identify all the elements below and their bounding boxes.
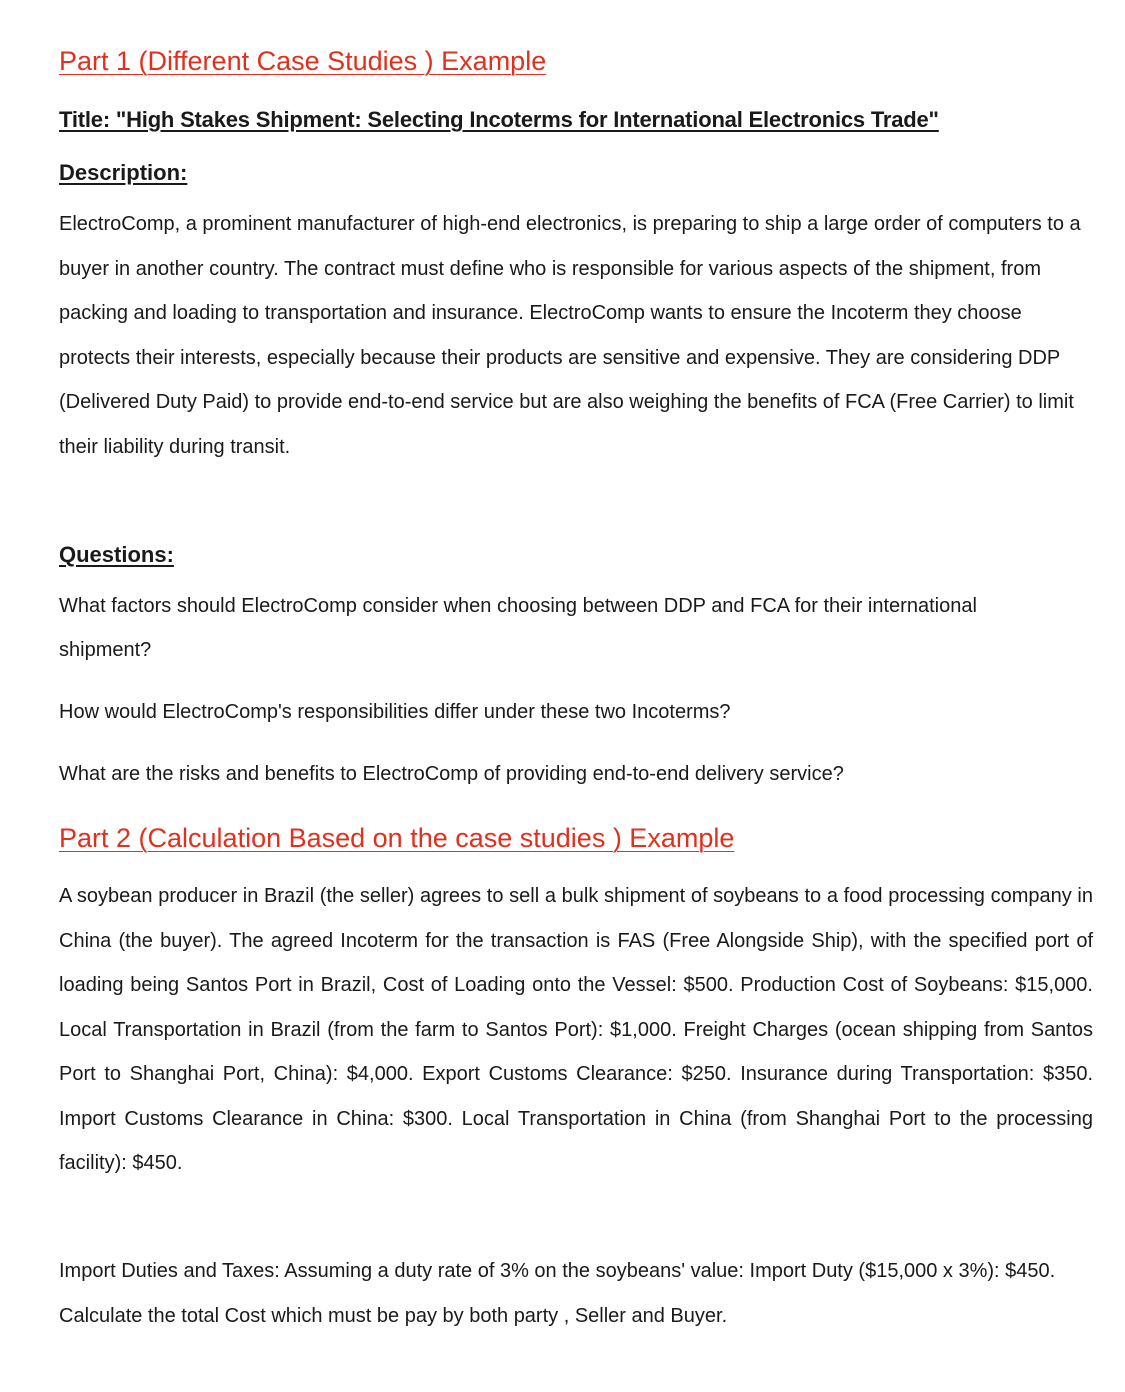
import-duties-text: Import Duties and Taxes: Assuming a duty rate of 3% on the soybeans' value: Import Duty ($15,000 x 3%): $450. Calculate the total Cost which must be pay by both party , Seller and Buyer. <box>59 1260 1056 1327</box>
part2-heading: Part 2 (Calculation Based on the case studies ) Example <box>59 823 735 853</box>
calculation-scenario-text: A soybean producer in Brazil (the seller) agrees to sell a bulk shipment of soybeans to a food processing company in China (the buyer). The agreed Incoterm for the transaction is FAS (Free Alongside Ship), with the specified port of loading being Santos Port in Brazil, Cost of Loading onto the Vessel: $500. Production Cost of Soybeans: $15,000. Local Transportation in Brazil (from the farm to Santos Port): $1,000. Freight Charges (ocean shipping from Santos Port to Shanghai Port, China): $4,000. Export Customs Clearance: $250. Insurance during Transportation: $350. Import Customs Clearance in China: $300. Local Transportation in China (from Shanghai Port to the processing facility): $450. <box>59 885 1093 1174</box>
question-item: What are the risks and benefits to ElectroComp of providing end-to-end delivery service? <box>59 763 844 785</box>
question-item: How would ElectroComp's responsibilities differ under these two Incoterms? <box>59 701 731 723</box>
description-heading: Description: <box>59 160 188 185</box>
case-study-title: Title: "High Stakes Shipment: Selecting Incoterms for International Electronics Trade" <box>59 107 939 132</box>
question-item: What factors should ElectroComp consider when choosing between DDP and FCA for their international shipment? <box>59 595 977 661</box>
part1-heading: Part 1 (Different Case Studies ) Example <box>59 46 547 76</box>
description-text: ElectroComp, a prominent manufacturer of high-end electronics, is preparing to ship a large order of computers to a buyer in another country. The contract must define who is responsible for various aspects of the shipment, from packing and loading to transportation and insurance. ElectroComp wants to ensure the Incoterm they choose protects their interests, especially because their products are sensitive and expensive. They are considering DDP (Delivered Duty Paid) to provide end-to-end service but are also weighing the benefits of FCA (Free Carrier) to limit their liability during transit. <box>59 213 1081 458</box>
questions-heading: Questions: <box>59 542 174 567</box>
